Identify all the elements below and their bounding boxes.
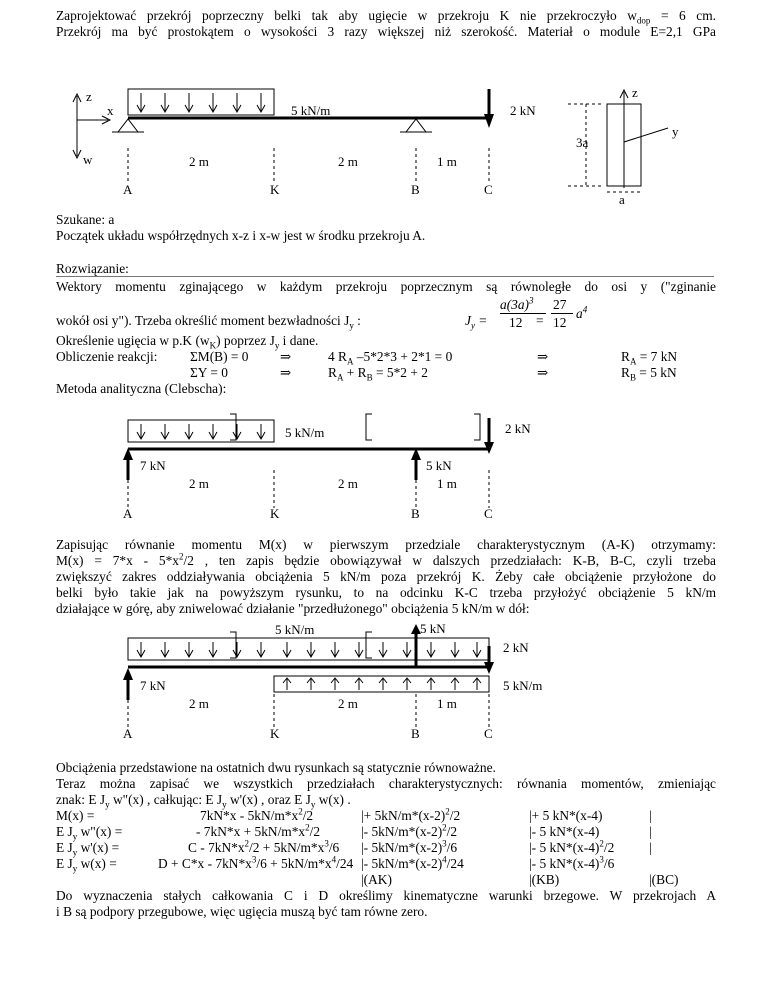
force-label: 2 kN [510, 103, 536, 118]
fig3-point-k: K [270, 726, 280, 741]
fig2-point-k: K [270, 506, 280, 521]
eq1-result: $R_A = 7$ kN [621, 349, 678, 367]
intro-line-2: Przekrój ma być prostokątem o wysokości 3 razy większej niż szerokość. Materiał o module E=2,1 GPa [56, 24, 716, 39]
fig3-point-b: B [411, 726, 420, 741]
table-row-label: E $J_y$ w"(x) = [56, 824, 123, 842]
table-row-label: E $J_y$ w'(x) = [56, 840, 120, 858]
deflection-line: Określenie ugięcia w p.K $(w_K)$ poprzez $J_y$ i dane. [56, 333, 319, 351]
eq2-mid: $R_A + R_B = 5*2 + 2$ [328, 365, 428, 383]
eq1-arrow2: ⇒ [537, 349, 549, 364]
axis-z-label: z [86, 89, 92, 104]
table-row-label: M(x) = [56, 808, 95, 823]
figure-beam-with-section [0, 84, 768, 224]
formula-j: $J_y$ = [465, 313, 488, 331]
axis-w-label: w [83, 152, 93, 167]
fig3-upload-label: 5 kN/m [503, 678, 543, 693]
fig3-load-label: 5 kN/m [275, 622, 315, 637]
fig3-dim-ak: 2 m [189, 696, 209, 711]
fig3-dim-kb: 2 m [338, 696, 358, 711]
section-width-label: a [619, 192, 625, 207]
point-a: A [123, 182, 133, 197]
fig3-rb-label: 5 kN [420, 621, 446, 636]
table-end: | [649, 824, 652, 839]
divider [56, 276, 714, 277]
table-end: | [649, 840, 652, 855]
point-k: K [270, 182, 280, 197]
dim-ak: 2 m [189, 154, 209, 169]
sought-line-2: Początek układu współrzędnych x-z i x-w jest w środku przekroju A. [56, 228, 426, 243]
reactions-label: Obliczenie reakcji: [56, 349, 158, 364]
para2-line-4: belki było takie jak na powyższym rysunku, to na odcinku K-C trzeba przyłożyć obciążenie 5 kN/m [56, 585, 716, 600]
table-cell: |+ $5kN/m*(x-2)^2/2$ [361, 806, 461, 823]
table-cell: |- 5 kN*(x-4) [529, 824, 600, 839]
para3-line-2: Teraz można zapisać we wszystkich przedziałach charakterystycznych: równania momentów, zmieniając [56, 776, 716, 791]
eq2-arrow2: ⇒ [537, 365, 549, 380]
para2-line-2: $M(x) = 7*x - 5*x^2/2$ , ten zapis będzie obowiązywał w dalszych przedziałach: K-B, B-C, czyli trzeba [56, 551, 716, 568]
table-cell: - $7kN*x + 5kN/m*x^2/2$ [196, 822, 321, 839]
fig3-point-c: C [484, 726, 493, 741]
eq2-left: ΣY = 0 [190, 365, 228, 380]
dim-kb: 2 m [338, 154, 358, 169]
load-arrows [137, 93, 265, 112]
section-z-label: z [632, 85, 638, 100]
fig2-dim-ak: 2 m [189, 476, 209, 491]
method-line: Metoda analityczna (Clebscha): [56, 381, 227, 396]
para2-line-3: zwiększyć zakres oddziaływania obciążenia 5 kN/m poza przekrój K. Żeby całe obciążenie przyłożone do [56, 569, 716, 584]
fig2-load-label: 5 kN/m [285, 425, 325, 440]
fig2-force-label: 2 kN [505, 421, 531, 436]
fig3-force-label: 2 kN [503, 640, 529, 655]
dim-bc: 1 m [437, 154, 457, 169]
figure-beam-equivalent [0, 622, 768, 752]
fig3-dim-bc: 1 m [437, 696, 457, 711]
solution-line-1: Wektory momentu zginającego w każdym przekroju poprzecznym są równoległe do osi y ("zginanie [56, 279, 716, 294]
range-bc: |(BC) [649, 872, 679, 887]
table-row-label: E $J_y$ w(x) = [56, 856, 117, 874]
formula-kden: 12 [553, 315, 567, 330]
point-b: B [411, 182, 420, 197]
axis-x-label: x [107, 103, 114, 118]
table-end: | [649, 808, 652, 823]
eq1-arrow: ⇒ [280, 349, 292, 364]
sought-line-1: Szukane: a [56, 212, 115, 227]
figure-beam-reactions [0, 404, 768, 524]
formula-k: 27 [553, 297, 567, 312]
intro-line-1: Zaprojektować przekrój poprzeczny belki tak aby ugięcie w przekroju K nie przekroczyło $w_{dop} = 6$ cm. [56, 8, 717, 26]
para2-line-1: Zapisując równanie momentu M(x) w pierwszym przedziale charakterystycznym (A-K) otrzymamy: [56, 537, 716, 552]
eq1-left: ΣM(B) = 0 [190, 349, 249, 364]
section-y-label: y [672, 124, 679, 139]
table-cell: |+ 5 kN*(x-4) [529, 808, 603, 823]
fig3-ra-label: 7 kN [140, 678, 166, 693]
fig2-ra-label: 7 kN [140, 458, 166, 473]
table-cell: |- $5kN/m*(x-2)^2/2$ [361, 822, 458, 839]
load-label: 5 kN/m [291, 103, 331, 118]
solution-line-2: wokół osi y"). Trzeba określić moment bezwładności $J_y$ : [56, 313, 361, 331]
table-cell: $7kN*x - 5kN/m*x^2/2$ [200, 806, 314, 823]
para3-line-3: znak: E $J_y$ w"(x) , całkując: E $J_y$ w'(x) , oraz E $J_y$ w(x) . [56, 792, 351, 810]
fig2-point-c: C [484, 506, 493, 521]
eq2-arrow: ⇒ [280, 365, 292, 380]
eq2-result: $R_B = 5$ kN [621, 365, 677, 383]
cross-section [568, 85, 679, 207]
para2-line-5: działające w górę, aby zniwelować działanie "przedłużonego" obciążenia 5 kN/m w dół: [56, 601, 530, 616]
fig2-point-b: B [411, 506, 420, 521]
table-cell: $C - 7kN*x^2/2 + 5kN/m*x^3/6$ [188, 838, 340, 855]
table-cell: |- $5kN/m*(x-2)^3/6$ [361, 838, 458, 855]
section-height-label: 3a [576, 135, 589, 150]
fig2-dim-bc: 1 m [437, 476, 457, 491]
range-ak: |(AK) [361, 872, 392, 887]
eq1-mid: 4 $R_A$ –5*2*3 + 2*1 = 0 [328, 349, 453, 367]
para4-line-2: i B są podpory przegubowe, więc ugięcia muszą być tam równe zero. [56, 904, 428, 919]
fig3-point-a: A [123, 726, 133, 741]
formula-bar-2 [551, 313, 573, 314]
table-cell: $D + C*x - 7kN*x^3/6 + 5kN/m*x^4/24$ [158, 854, 354, 871]
range-kb: |(KB) [529, 872, 560, 887]
fig2-point-a: A [123, 506, 133, 521]
table-cell: |- 5 $kN*(x-4)^2/2$ [529, 838, 615, 855]
solution-heading: Rozwiązanie: [56, 261, 129, 276]
table-cell: |- $5kN/m*(x-2)^4/24$ [361, 854, 464, 871]
fig2-dim-kb: 2 m [338, 476, 358, 491]
point-c: C [484, 182, 493, 197]
para3-line-1: Obciążenia przedstawione na ostatnich dwu rysunkach są statycznie równoważne. [56, 760, 496, 775]
table-cell: |- 5 $kN*(x-4)^3/6$ [529, 854, 615, 871]
fig2-rb-label: 5 kN [426, 458, 452, 473]
formula-den: 12 [509, 315, 523, 330]
formula-num: $a(3a)^3$ [500, 295, 534, 312]
formula-a4: $a^4$ [576, 304, 588, 321]
para4-line-1: Do wyznaczenia stałych całkowania C i D określimy kinematyczne warunki brzegowe. W przekrojach A [56, 888, 716, 903]
